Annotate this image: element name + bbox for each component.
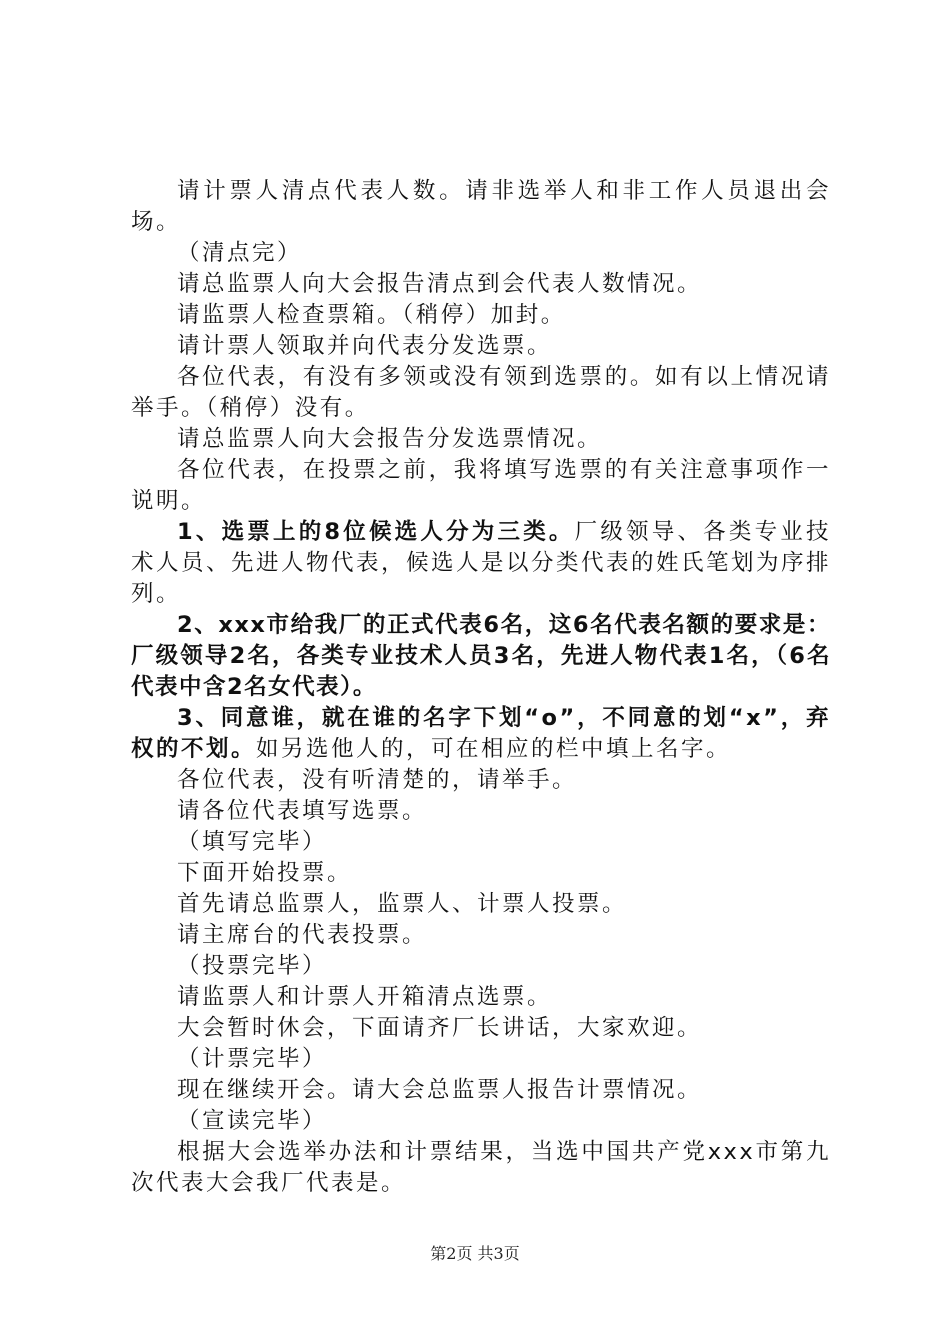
paragraph-rule-2: 2、xxx市给我厂的正式代表6名，这6名代表名额的要求是：厂级领导2名，各类专业技术人员3名，先进人物代表1名，（6名代表中含2名女代表）。: [131, 612, 831, 700]
paragraph-distribute-ballots: 请计票人领取并向代表分发选票。: [177, 333, 553, 359]
paragraph-reading-complete: （宣读完毕）: [177, 1108, 328, 1134]
paragraph-fill-complete: （填写完毕）: [177, 829, 328, 855]
rule-3-normal-text: 如另选他人的，可在相应的栏中填上名字。: [256, 736, 732, 762]
page-number-footer: 第2页 共3页: [430, 1244, 520, 1263]
paragraph-tally-complete: （计票完毕）: [177, 1046, 328, 1072]
paragraph-rule-1: [131, 517, 831, 610]
paragraph-open-box: 请监票人和计票人开箱清点选票。: [177, 984, 553, 1010]
paragraph-officials-vote: 首先请总监票人，监票人、计票人投票。: [177, 891, 628, 917]
paragraph-count-delegates: 请计票人清点代表人数。请非选举人和非工作人员退出会场。: [131, 178, 831, 235]
paragraph-start-voting: 下面开始投票。: [177, 860, 353, 886]
paragraph-presidium-vote: 请主席台的代表投票。: [177, 922, 428, 948]
document-body: [131, 176, 831, 1199]
paragraph-count-complete: （清点完）: [177, 240, 303, 266]
paragraph-voting-complete: （投票完毕）: [177, 953, 328, 979]
rule-1-normal-text: 厂级领导、各类专业技术人员、先进人物代表，候选人是以分类代表的姓氏笔划为序排列。: [131, 519, 832, 607]
paragraph-check-ballot-box: 请监票人检查票箱。（稍停）加封。: [177, 302, 566, 328]
paragraph-recess: 大会暂时休会，下面请齐厂长讲话，大家欢迎。: [177, 1015, 703, 1041]
paragraph-fill-ballots: 请各位代表填写选票。: [177, 798, 428, 824]
paragraph-rule-3: [131, 703, 831, 765]
paragraph-report-attendance: 请总监票人向大会报告清点到会代表人数情况。: [177, 271, 703, 297]
paragraph-questions: 各位代表，没有听清楚的，请举手。: [177, 767, 578, 793]
paragraph-result: 根据大会选举办法和计票结果，当选中国共产党xxx市第九次代表大会我厂代表是。: [131, 1139, 831, 1196]
rule-3-bold-text: 3、同意谁，就在谁的名字下划“o”，不同意的划“x”，弃权的不划。: [131, 705, 831, 762]
paragraph-ballot-check: 各位代表，有没有多领或没有领到选票的。如有以上情况请举手。（稍停）没有。: [131, 364, 831, 421]
paragraph-report-distribution: 请总监票人向大会报告分发选票情况。: [177, 426, 603, 452]
rule-1-bold-text: 1、选票上的8位候选人分为三类。: [177, 519, 575, 545]
paragraph-instructions-intro: 各位代表，在投票之前，我将填写选票的有关注意事项作一说明。: [131, 457, 831, 514]
paragraph-resume: 现在继续开会。请大会总监票人报告计票情况。: [177, 1077, 703, 1103]
